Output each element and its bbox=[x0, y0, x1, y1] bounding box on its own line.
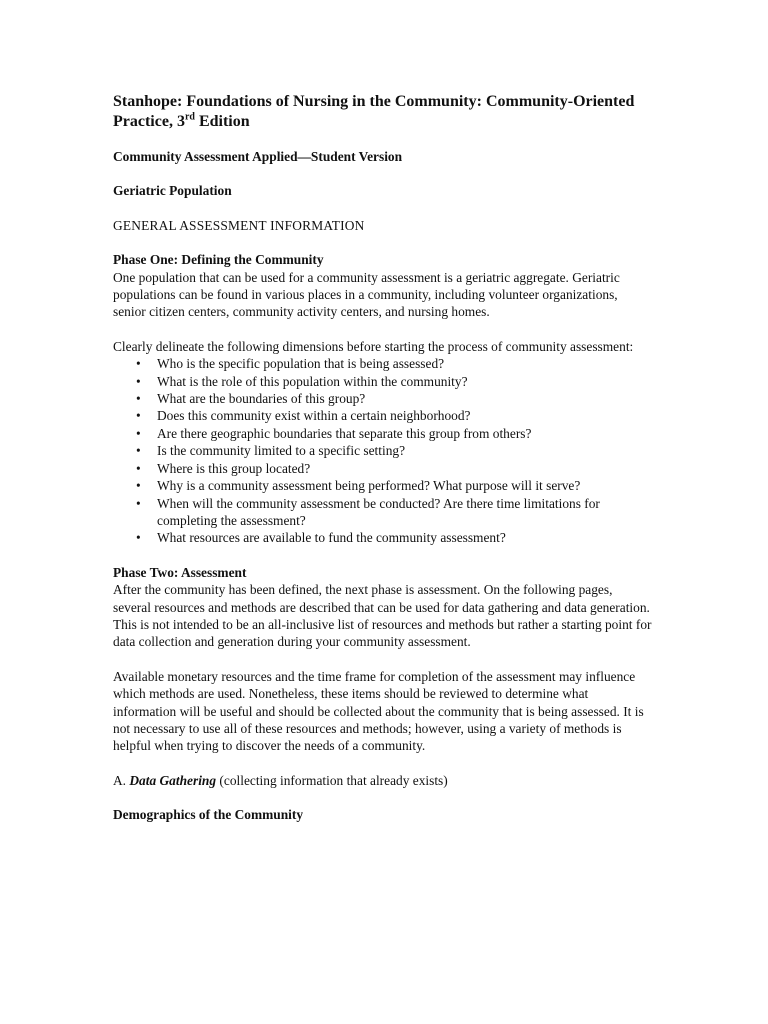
dimension-text: When will the community assessment be conducted? Are there time limitations for completing the assessment? bbox=[157, 495, 600, 528]
bullet-icon: • bbox=[136, 530, 141, 546]
document-subtitle: Community Assessment Applied—Student Version bbox=[113, 149, 403, 164]
dimension-item bbox=[136, 460, 653, 477]
phase-one-intro: One population that can be used for a community assessment is a geriatric aggregate. Geriatric populations can be found in various places in a community, including volunteer organizations, senior citizen centers, community activity centers, and nursing homes. bbox=[113, 269, 620, 320]
document-title bbox=[113, 92, 653, 132]
population-heading: Geriatric Population bbox=[113, 183, 232, 199]
dimension-item bbox=[136, 529, 653, 546]
bullet-icon: • bbox=[136, 443, 141, 459]
dimension-text: What are the boundaries of this group? bbox=[157, 391, 366, 407]
bullet-icon: • bbox=[136, 408, 141, 424]
bullet-icon: • bbox=[136, 356, 141, 372]
data-gathering-line bbox=[113, 772, 653, 789]
dimension-item bbox=[136, 442, 653, 459]
dimension-text: Are there geographic boundaries that separate this group from others? bbox=[157, 425, 532, 441]
bullet-icon: • bbox=[136, 425, 141, 441]
bullet-icon: • bbox=[136, 373, 141, 389]
dimension-item bbox=[136, 495, 653, 530]
dimension-item bbox=[136, 425, 653, 442]
dimensions-list bbox=[113, 355, 653, 546]
dimension-item bbox=[136, 355, 653, 372]
demographics-heading: Demographics of the Community bbox=[113, 807, 304, 823]
phase-one-lead: Clearly delineate the following dimensions before starting the process of community assessment: bbox=[113, 338, 634, 354]
phase-two-paragraph-2: Available monetary resources and the time frame for completion of the assessment may influence which methods are used. Nonetheless, these items should be reviewed to determine what information will be useful and should be collected about the community that is being assessed. It is not necessary to use all of these resources and methods; however, using a variety of methods is helpful when trying to discover the needs of a community. bbox=[113, 668, 644, 754]
dimension-item bbox=[136, 477, 653, 494]
bullet-icon: • bbox=[136, 460, 141, 476]
data-gathering-term: Data Gathering bbox=[129, 772, 217, 788]
dimension-item bbox=[136, 390, 653, 407]
phase-one-title: Phase One: Defining the Community bbox=[113, 252, 324, 268]
data-gathering-prefix: A. bbox=[113, 772, 130, 788]
title-superscript: rd bbox=[184, 111, 195, 123]
section-heading: GENERAL ASSESSMENT INFORMATION bbox=[113, 217, 365, 233]
dimension-text: Does this community exist within a certain neighborhood? bbox=[157, 408, 471, 424]
title-text: Stanhope: Foundations of Nursing in the Community: Community-Oriented Practice, 3 bbox=[113, 93, 635, 130]
data-gathering-description: (collecting information that already exists) bbox=[216, 772, 448, 788]
dimension-text: Who is the specific population that is being assessed? bbox=[157, 356, 445, 372]
phase-two-title: Phase Two: Assessment bbox=[113, 564, 247, 580]
bullet-icon: • bbox=[136, 391, 141, 407]
dimension-text: Where is this group located? bbox=[157, 460, 311, 476]
phase-two-paragraph-1: After the community has been defined, the next phase is assessment. On the following pages, several resources and methods are described that can be used for data gathering and data generation. This is not intended to be an all-inclusive list of resources and methods but rather a starting point for data collection and generation during your community assessment. bbox=[113, 582, 652, 650]
dimension-item bbox=[136, 373, 653, 390]
dimension-text: What resources are available to fund the community assessment? bbox=[157, 530, 506, 546]
bullet-icon: • bbox=[136, 495, 141, 511]
dimension-item bbox=[136, 407, 653, 424]
document-page bbox=[113, 92, 653, 824]
dimension-text: Why is a community assessment being performed? What purpose will it serve? bbox=[157, 478, 581, 494]
dimension-text: What is the role of this population within the community? bbox=[157, 373, 468, 389]
dimension-text: Is the community limited to a specific setting? bbox=[157, 443, 406, 459]
bullet-icon: • bbox=[136, 478, 141, 494]
title-edition: Edition bbox=[194, 113, 250, 130]
